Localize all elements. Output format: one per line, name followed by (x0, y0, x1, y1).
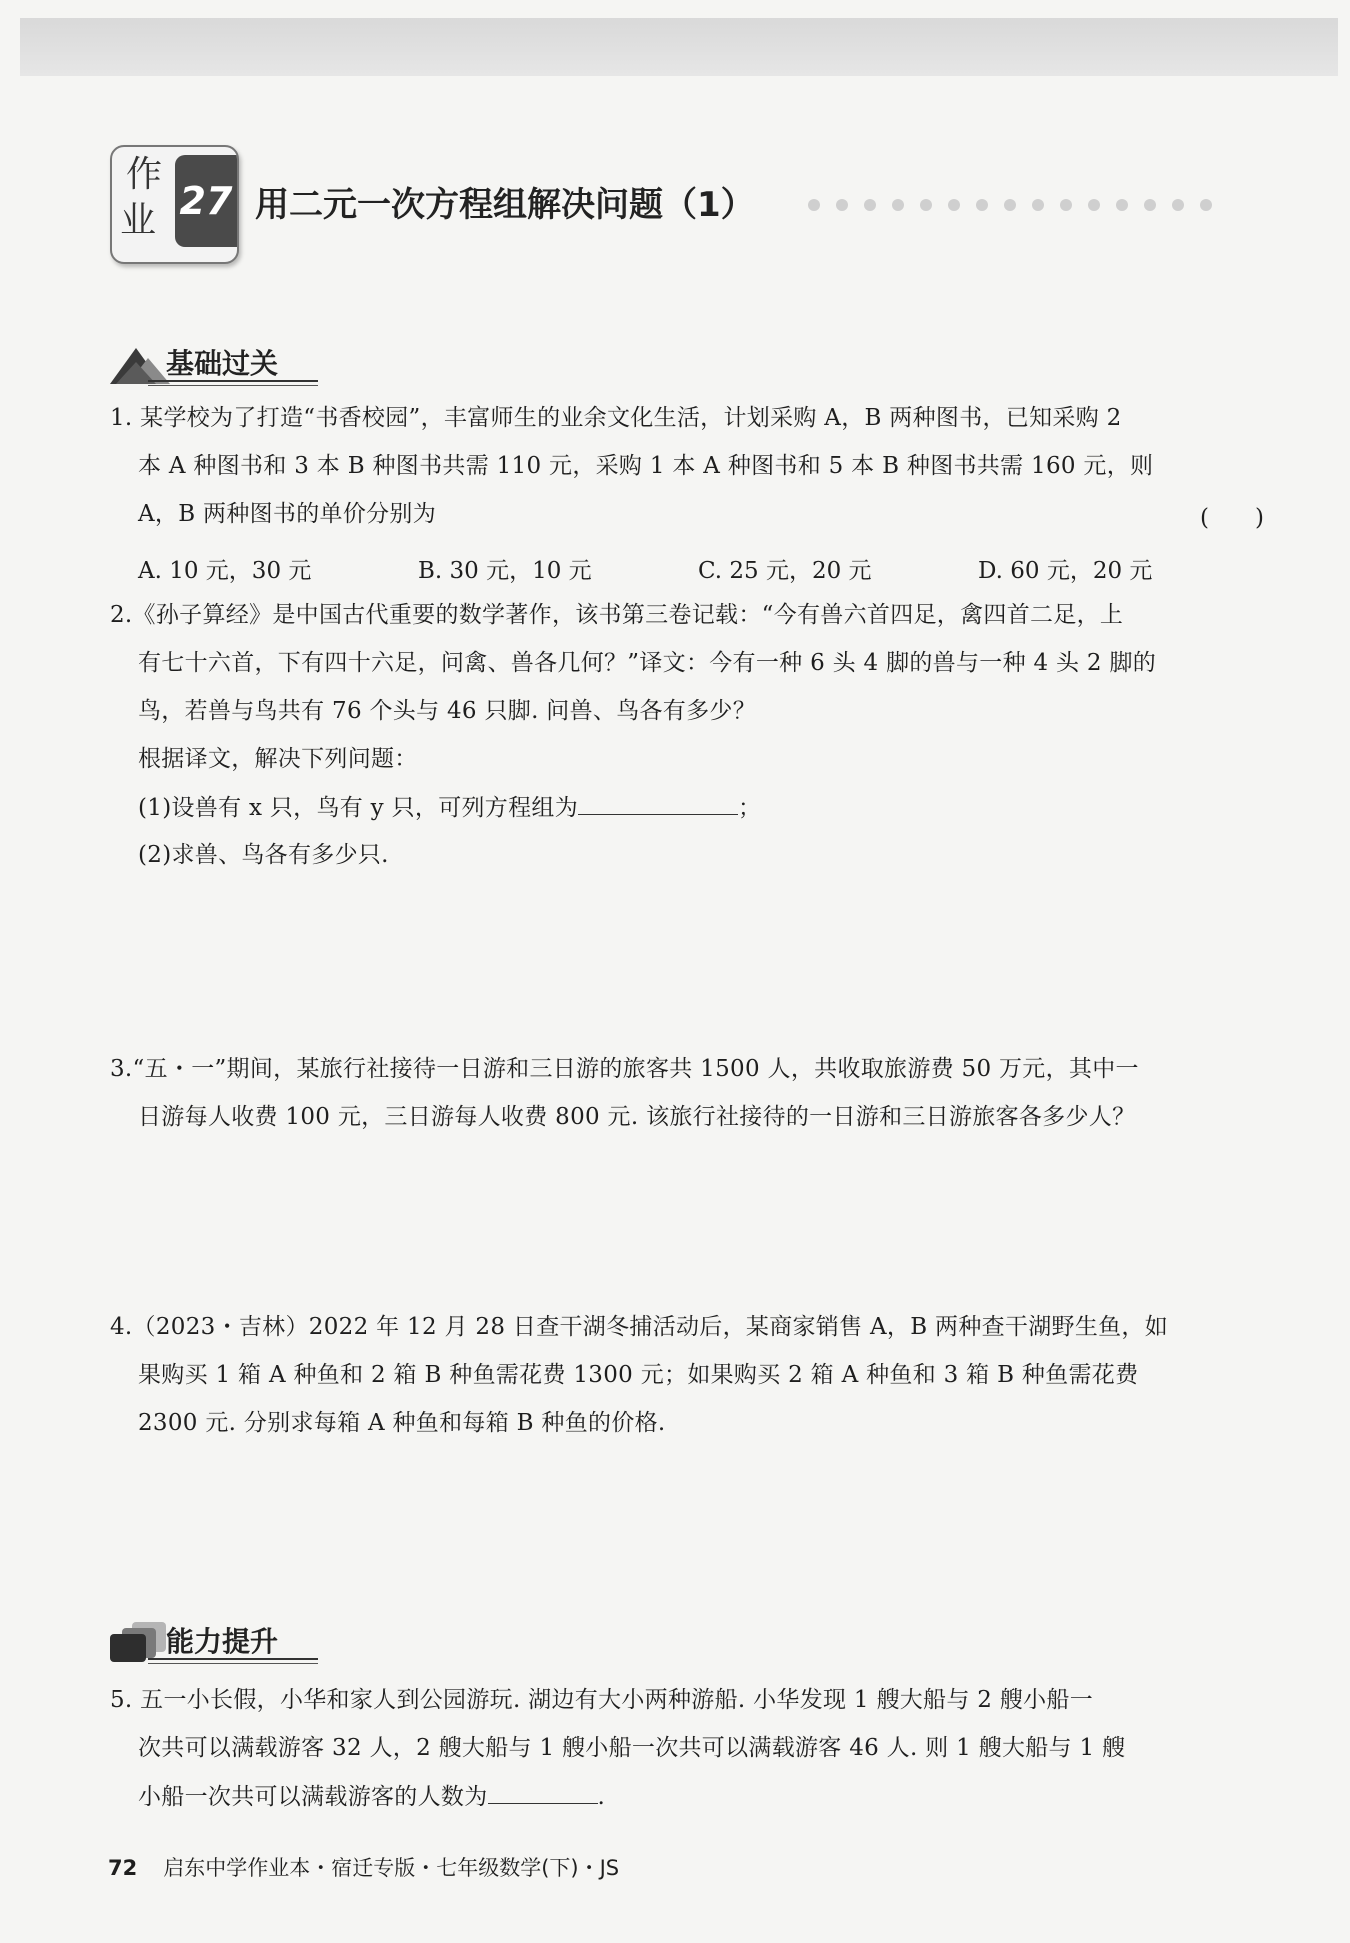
q1-option-c: C. 25 元，20 元 (698, 558, 872, 584)
q2-line-4: 根据译文，解决下列问题： (138, 746, 418, 772)
page-title: 用二元一次方程组解决问题（1） (255, 185, 755, 225)
q2-sub-1 (138, 792, 761, 823)
q5-line-3-text: 小船一次共可以满载游客的人数为 (138, 1784, 488, 1810)
badge-char-top: 作 (126, 154, 163, 195)
q1-option-a: A. 10 元，30 元 (138, 558, 312, 584)
q3-line-1: 3.“五・一”期间，某旅行社接待一日游和三日游的旅客共 1500 人，共收取旅游费 50 万元，其中一 (110, 1056, 1139, 1082)
title-dot-leader (808, 199, 1212, 211)
section-advanced-label: 能力提升 (166, 1625, 279, 1658)
q2-sub-1-text: (1)设兽有 x 只，鸟有 y 只，可列方程组为 (138, 795, 578, 821)
q1-answer-paren: ( ) (1200, 505, 1264, 531)
q5-line-3-suffix: . (597, 1784, 606, 1810)
q5-answer-blank[interactable] (488, 1781, 598, 1804)
section-basic-label: 基础过关 (166, 347, 279, 380)
q2-line-1: 2.《孙子算经》是中国古代重要的数学著作，该书第三卷记载：“今有兽六首四足，禽四首二足，上 (110, 602, 1124, 628)
top-gray-band (20, 18, 1338, 76)
q5-line-1: 5. 五一小长假，小华和家人到公园游玩. 湖边有大小两种游船. 小华发现 1 艘大船与 2 艘小船一 (110, 1687, 1094, 1713)
q2-sub-2: (2)求兽、鸟各有多少只. (138, 842, 389, 868)
q2-sub-1-suffix: ； (738, 795, 762, 821)
badge-char-bottom: 业 (120, 200, 157, 241)
q1-option-b: B. 30 元，10 元 (418, 558, 592, 584)
section-advanced-heading (108, 1620, 318, 1660)
q2-line-3: 鸟，若兽与鸟共有 76 个头与 46 只脚. 问兽、鸟各有多少？ (138, 698, 756, 724)
page-footer (108, 1852, 619, 1882)
footer-text: 启东中学作业本・宿迁专版・七年级数学(下)・JS (163, 1856, 620, 1880)
q4-line-2: 果购买 1 箱 A 种鱼和 2 箱 B 种鱼需花费 1300 元；如果购买 2 箱 A 种鱼和 3 箱 B 种鱼需花费 (138, 1362, 1139, 1388)
assignment-badge (110, 145, 239, 264)
q4-line-1: 4.（2023・吉林）2022 年 12 月 28 日查干湖冬捕活动后，某商家销售 A，B 两种查干湖野生鱼，如 (110, 1314, 1169, 1340)
q4-line-3: 2300 元. 分别求每箱 A 种鱼和每箱 B 种鱼的价格. (138, 1410, 666, 1436)
q2-line-2: 有七十六首，下有四十六足，问禽、兽各几何？”译文：今有一种 6 头 4 脚的兽与一种 4 头 2 脚的 (138, 650, 1157, 676)
q1-line-3: A，B 两种图书的单价分别为 (138, 501, 437, 527)
assignment-header (110, 145, 1320, 265)
q2-answer-blank[interactable] (578, 792, 738, 815)
q1-option-d: D. 60 元，20 元 (978, 558, 1153, 584)
section-basic-heading (108, 342, 318, 382)
q1-line-1: 1. 某学校为了打造“书香校园”，丰富师生的业余文化生活，计划采购 A，B 两种图书，已知采购 2 (110, 405, 1122, 431)
q5-line-2: 次共可以满载游客 32 人，2 艘大船与 1 艘小船一次共可以满载游客 46 人. 则 1 艘大船与 1 艘 (138, 1735, 1126, 1761)
badge-number: 27 (175, 155, 237, 247)
q3-line-2: 日游每人收费 100 元，三日游每人收费 800 元. 该旅行社接待的一日游和三日游旅客各多少人？ (138, 1104, 1136, 1130)
q1-line-2: 本 A 种图书和 3 本 B 种图书共需 110 元，采购 1 本 A 种图书和 5 本 B 种图书共需 160 元，则 (138, 453, 1154, 479)
page-number: 72 (108, 1856, 138, 1880)
q5-line-3 (138, 1781, 605, 1812)
